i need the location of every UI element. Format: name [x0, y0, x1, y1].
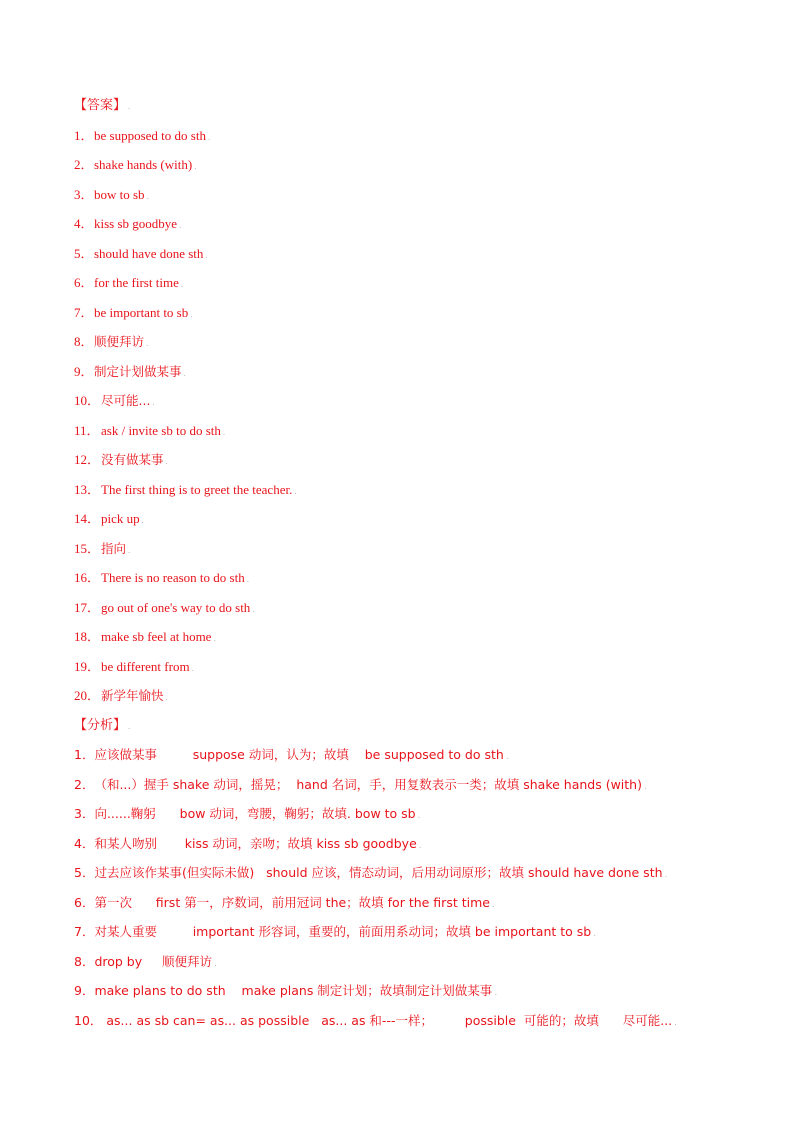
analysis-item-7 — [74, 922, 734, 952]
paragraph-mark: . — [664, 870, 668, 880]
answer-text: be supposed to do sth — [94, 127, 206, 143]
answer-text: 指向 — [101, 540, 127, 556]
analysis-number: 6． — [74, 894, 95, 910]
answer-item-9 — [74, 362, 734, 392]
answer-text: ask / invite sb to do sth — [101, 422, 221, 438]
paragraph-mark: . — [190, 308, 193, 319]
analysis-text: as... as sb can= as... as possible as... as 和---一样； possible 可能的；故填 尽可能... — [102, 1012, 673, 1028]
answer-number: 1． — [74, 127, 94, 143]
answer-text: go out of one's way to do sth — [101, 599, 251, 615]
paragraph-mark: . — [246, 574, 249, 584]
paragraph-mark: . — [128, 101, 131, 111]
paragraph-mark: . — [165, 692, 168, 702]
analysis-item-8 — [74, 952, 734, 982]
document-page — [74, 96, 734, 1040]
analysis-item-9 — [74, 981, 734, 1011]
analysis-item-3 — [74, 804, 734, 834]
analysis-text: 向......鞠躬 bow 动词，弯腰，鞠躬；故填. bow to sb — [94, 806, 416, 821]
analysis-number: 3． — [74, 806, 95, 821]
paragraph-mark: . — [191, 662, 194, 673]
analysis-text: 应该做某事 suppose 动词，认为；故填 be supposed to do sth — [94, 747, 504, 762]
analysis-text: （和...）握手 shake 动词，摇晃； hand 名词，手，用复数表示一类；故填 shake hands (with) — [94, 776, 642, 792]
analysis-list — [74, 745, 734, 1040]
answer-item-5 — [74, 244, 734, 274]
answer-text: bow to sb — [94, 186, 145, 202]
answers-list — [74, 126, 734, 716]
analysis-item-2 — [74, 775, 734, 805]
answer-item-15 — [74, 539, 734, 569]
answer-number: 3． — [74, 186, 94, 202]
answer-number: 9． — [74, 363, 94, 379]
analysis-text: make plans to do sth make plans 制定计划；故填制定计划做某事 — [94, 983, 493, 998]
analysis-text: 和某人吻别 kiss 动词，亲吻；故填 kiss sb goodbye — [94, 835, 417, 851]
analysis-number: 10． — [74, 1012, 103, 1028]
answer-item-8 — [74, 332, 734, 362]
answer-item-3 — [74, 185, 734, 215]
answer-text: 新学年愉快 — [101, 688, 164, 703]
analysis-number: 4． — [74, 835, 95, 851]
paragraph-mark: . — [146, 190, 149, 201]
paragraph-mark: . — [222, 426, 226, 437]
answer-text: 没有做某事 — [101, 452, 164, 467]
analysis-item-1 — [74, 745, 734, 775]
answer-number: 17． — [74, 599, 101, 615]
answer-text: 制定计划做某事 — [94, 363, 182, 379]
answer-item-20 — [74, 686, 734, 716]
answer-number: 19． — [74, 658, 101, 674]
paragraph-mark: . — [207, 131, 211, 142]
answer-text: pick up — [101, 511, 140, 526]
answer-item-11 — [74, 421, 734, 451]
answer-text: There is no reason to do sth — [101, 570, 245, 585]
answer-item-16 — [74, 568, 734, 598]
answer-item-7 — [74, 303, 734, 333]
answer-text: 顺便拜访 — [94, 334, 145, 349]
analysis-heading — [74, 716, 734, 746]
paragraph-mark: . — [194, 161, 197, 171]
answer-text: should have done sth — [94, 245, 204, 261]
paragraph-mark: . — [152, 397, 155, 407]
paragraph-mark: . — [141, 515, 144, 525]
answer-number: 16． — [74, 570, 101, 585]
paragraph-mark: . — [491, 899, 495, 910]
paragraph-mark: . — [643, 781, 647, 792]
answer-item-10 — [74, 391, 734, 421]
analysis-text: 过去应该作某事(但实际未做) should 应该，情态动词，后用动词原形；故填 should have done sth — [94, 865, 663, 880]
paragraph-mark: . — [205, 249, 208, 260]
answer-item-6 — [74, 273, 734, 303]
paragraph-mark: . — [252, 603, 255, 614]
answer-text: 尽可能... — [101, 393, 151, 408]
answer-item-19 — [74, 657, 734, 687]
answer-number: 11． — [74, 422, 100, 438]
analysis-item-10 — [74, 1011, 734, 1041]
answer-number: 12． — [74, 452, 101, 467]
paragraph-mark: . — [146, 338, 149, 348]
answers-heading — [74, 96, 734, 126]
answer-number: 4． — [74, 216, 94, 231]
answer-text: shake hands (with) — [94, 157, 193, 172]
answer-item-18 — [74, 627, 734, 657]
answer-text: kiss sb goodbye — [94, 216, 178, 231]
answer-item-14 — [74, 509, 734, 539]
paragraph-mark: . — [165, 456, 168, 466]
answer-item-13 — [74, 480, 734, 510]
answer-item-1 — [74, 126, 734, 156]
answers-heading-text: 【答案】 — [74, 98, 127, 113]
analysis-text: 第一次 first 第一，序数词，前用冠词 the；故填 for the first time — [94, 894, 490, 910]
answer-text: for the first time — [94, 275, 179, 290]
answer-item-4 — [74, 214, 734, 244]
analysis-number: 1． — [74, 747, 95, 762]
paragraph-mark: . — [494, 988, 498, 998]
paragraph-mark: . — [183, 367, 186, 378]
paragraph-mark: . — [128, 544, 131, 555]
analysis-text: 对某人重要 important 形容词，重要的，前面用系动词；故填 be important to sb — [94, 924, 592, 939]
answer-number: 14． — [74, 511, 101, 526]
paragraph-mark: . — [417, 811, 421, 821]
analysis-number: 5． — [74, 865, 95, 880]
answer-number: 6． — [74, 275, 94, 290]
answer-text: The first thing is to greet the teacher. — [101, 481, 293, 497]
paragraph-mark: . — [128, 720, 131, 731]
paragraph-mark: . — [214, 958, 217, 969]
answer-text: be different from — [101, 658, 190, 674]
answer-item-2 — [74, 155, 734, 185]
answer-number: 13． — [74, 481, 101, 497]
paragraph-mark: . — [593, 929, 597, 939]
paragraph-mark: . — [180, 279, 184, 289]
answer-number: 10． — [74, 393, 101, 408]
analysis-heading-text: 【分析】 — [74, 717, 127, 733]
analysis-item-5 — [74, 863, 734, 893]
answer-text: make sb feel at home — [101, 629, 212, 644]
answer-text: be important to sb — [94, 304, 189, 320]
paragraph-mark: . — [418, 840, 422, 851]
answer-item-12 — [74, 450, 734, 480]
paragraph-mark: . — [179, 220, 182, 230]
analysis-text: drop by 顺便拜访 — [94, 953, 213, 969]
paragraph-mark: . — [674, 1017, 678, 1028]
analysis-number: 9． — [74, 983, 95, 998]
paragraph-mark: . — [294, 485, 297, 496]
analysis-number: 8． — [74, 953, 95, 969]
paragraph-mark: . — [213, 633, 216, 643]
analysis-number: 7． — [74, 924, 95, 939]
answer-item-17 — [74, 598, 734, 628]
answer-number: 18． — [74, 629, 101, 644]
analysis-item-4 — [74, 834, 734, 864]
paragraph-mark: . — [505, 752, 509, 762]
answer-number: 15． — [74, 540, 101, 556]
answer-number: 2． — [74, 157, 94, 172]
answer-number: 8． — [74, 334, 94, 349]
analysis-number: 2． — [74, 776, 95, 792]
answer-number: 7． — [74, 304, 94, 320]
answer-number: 20． — [74, 688, 101, 703]
answer-number: 5． — [74, 245, 94, 261]
analysis-item-6 — [74, 893, 734, 923]
